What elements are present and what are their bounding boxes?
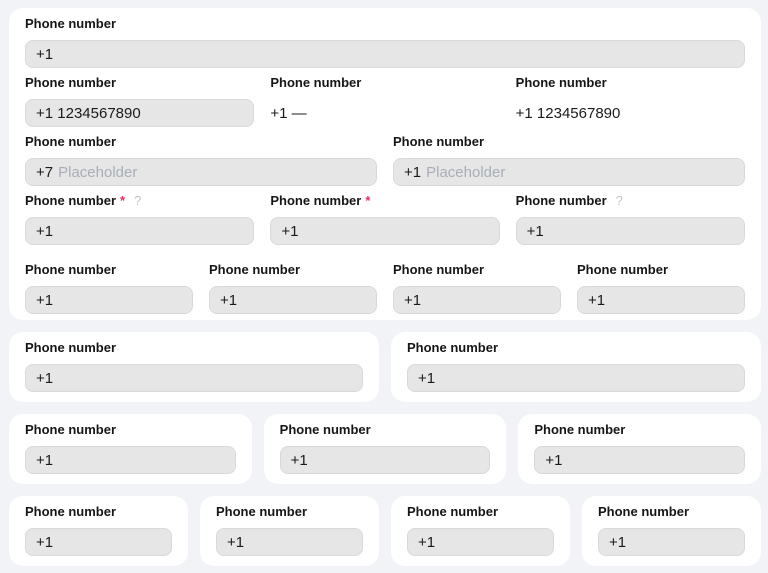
phone-field-label xyxy=(516,75,745,91)
phone-number-input[interactable] xyxy=(407,364,745,392)
phone-field xyxy=(516,193,745,245)
phone-number-input[interactable] xyxy=(534,446,745,474)
phone-field xyxy=(270,75,499,127)
phone-number-input[interactable] xyxy=(407,528,554,556)
phone-input-value: +1 xyxy=(281,222,299,240)
phone-number-input[interactable] xyxy=(216,528,363,556)
phone-input-value: +1 xyxy=(227,533,245,551)
phone-field-label-text: Phone number xyxy=(393,262,485,277)
phone-field xyxy=(25,16,745,68)
phone-field-label xyxy=(393,262,561,278)
phone-card xyxy=(200,496,379,566)
phone-input-value: +1 xyxy=(36,45,54,63)
phone-field xyxy=(25,193,254,245)
phone-fields-card xyxy=(9,8,761,320)
phone-field-label xyxy=(25,193,254,209)
phone-prefix: +7 xyxy=(36,163,54,181)
phone-field-label xyxy=(25,340,363,356)
phone-card xyxy=(9,332,379,402)
phone-number-input[interactable] xyxy=(270,217,499,245)
phone-input-value: +1 xyxy=(418,533,436,551)
phone-field-label-text: Phone number xyxy=(25,75,117,90)
phone-input-value: +1 xyxy=(36,369,54,387)
phone-field xyxy=(393,134,745,186)
phone-field-label-text: Phone number xyxy=(279,422,371,437)
phone-field-label xyxy=(209,262,377,278)
field-row-1 xyxy=(25,16,745,68)
phone-field-label-text: Phone number xyxy=(407,504,499,519)
phone-field xyxy=(25,75,254,127)
phone-field-label xyxy=(25,134,377,150)
phone-field-label xyxy=(407,340,745,356)
phone-input-value: +1 xyxy=(404,291,422,309)
phone-field-label-text: Phone number xyxy=(25,134,117,149)
phone-field xyxy=(216,504,363,556)
phone-field-label xyxy=(25,75,254,91)
phone-input-value: +1 xyxy=(588,291,606,309)
phone-text-value: +1 1234567890 xyxy=(515,104,621,122)
phone-field-label-text: Phone number xyxy=(25,504,117,519)
phone-field-label xyxy=(598,504,745,520)
phone-number-text xyxy=(516,99,745,127)
card-row-two xyxy=(9,332,761,402)
phone-field-label-text: Phone number xyxy=(270,75,362,90)
phone-field-label xyxy=(407,504,554,520)
phone-number-input[interactable] xyxy=(393,286,561,314)
phone-input-placeholder: Placeholder xyxy=(426,163,506,181)
field-row-2 xyxy=(25,75,745,127)
phone-number-input[interactable] xyxy=(516,217,745,245)
phone-card xyxy=(391,332,761,402)
phone-field-label-text: Phone number xyxy=(216,504,308,519)
phone-field-label xyxy=(534,422,745,438)
phone-number-input[interactable] xyxy=(280,446,491,474)
phone-number-input[interactable] xyxy=(25,40,745,68)
phone-input-placeholder: Placeholder xyxy=(58,163,138,181)
phone-number-input[interactable] xyxy=(25,99,254,127)
phone-field xyxy=(280,422,491,474)
phone-input-value: +1 xyxy=(290,451,308,469)
phone-field xyxy=(25,134,377,186)
phone-input-value: +1 xyxy=(609,533,627,551)
phone-field-label-text: Phone number xyxy=(25,340,117,355)
phone-field-label xyxy=(516,193,745,209)
phone-field-label-text: Phone number xyxy=(25,262,117,277)
phone-field-label xyxy=(270,193,499,209)
phone-field xyxy=(393,262,561,314)
phone-field-label-text: Phone number xyxy=(25,193,117,208)
phone-input-value: +1 1234567890 xyxy=(36,104,141,122)
phone-field xyxy=(407,504,554,556)
phone-input-value: +1 xyxy=(36,222,54,240)
phone-card xyxy=(391,496,570,566)
phone-card xyxy=(9,496,188,566)
phone-field-label xyxy=(216,504,363,520)
phone-number-input[interactable] xyxy=(209,286,377,314)
phone-field-label-text: Phone number xyxy=(25,422,117,437)
phone-field-label-text: Phone number xyxy=(598,504,690,519)
phone-field-label xyxy=(25,16,745,32)
phone-field-label-text: Phone number xyxy=(407,340,499,355)
phone-input-value: +1 xyxy=(36,533,54,551)
phone-field-label-text: Phone number xyxy=(577,262,669,277)
phone-field xyxy=(516,75,745,127)
phone-number-text xyxy=(270,99,499,127)
phone-field-label xyxy=(25,422,236,438)
phone-input-value: +1 xyxy=(526,222,544,240)
phone-field-label xyxy=(393,134,745,150)
phone-field xyxy=(577,262,745,314)
phone-field xyxy=(25,340,363,392)
phone-field xyxy=(25,504,172,556)
phone-field xyxy=(25,262,193,314)
phone-number-input[interactable] xyxy=(25,528,172,556)
phone-number-input[interactable] xyxy=(25,446,236,474)
phone-number-input[interactable] xyxy=(393,158,745,186)
phone-card xyxy=(582,496,761,566)
phone-text-value: +1 — xyxy=(270,104,307,122)
phone-card xyxy=(264,414,507,484)
field-row-4 xyxy=(25,193,745,245)
phone-field xyxy=(534,422,745,474)
phone-field xyxy=(270,193,499,245)
phone-prefix: +1 xyxy=(404,163,422,181)
phone-input-value: +1 xyxy=(220,291,238,309)
phone-field-label xyxy=(577,262,745,278)
phone-field-label-text: Phone number xyxy=(534,422,626,437)
phone-field-label xyxy=(280,422,491,438)
phone-field-label-text: Phone number xyxy=(393,134,485,149)
phone-card xyxy=(518,414,761,484)
phone-card xyxy=(9,414,252,484)
phone-number-input[interactable] xyxy=(25,286,193,314)
phone-number-input[interactable] xyxy=(25,217,254,245)
phone-number-input[interactable] xyxy=(598,528,745,556)
phone-field xyxy=(25,422,236,474)
phone-input-value: +1 xyxy=(36,451,54,469)
phone-field-label-text: Phone number xyxy=(270,193,362,208)
phone-field-label xyxy=(270,75,499,91)
card-row-three xyxy=(9,414,761,484)
phone-field-label-text: Phone number xyxy=(515,75,607,90)
phone-field xyxy=(598,504,745,556)
phone-field-label-text: Phone number xyxy=(515,193,607,208)
field-row-3 xyxy=(25,134,745,186)
phone-number-input[interactable] xyxy=(25,364,363,392)
phone-field xyxy=(209,262,377,314)
required-asterisk: * xyxy=(120,193,126,208)
phone-field xyxy=(407,340,745,392)
phone-field-label-text: Phone number xyxy=(209,262,301,277)
phone-field-label xyxy=(25,504,172,520)
card-row-four xyxy=(9,496,761,566)
phone-number-input[interactable] xyxy=(25,158,377,186)
phone-input-value: +1 xyxy=(418,369,436,387)
phone-field-label xyxy=(25,262,193,278)
help-icon[interactable]: ? xyxy=(615,193,623,208)
help-icon[interactable]: ? xyxy=(134,193,142,208)
phone-field-label-text: Phone number xyxy=(25,16,117,31)
phone-input-value: +1 xyxy=(36,291,54,309)
field-row-5 xyxy=(25,262,745,314)
phone-input-value: +1 xyxy=(545,451,563,469)
phone-number-input[interactable] xyxy=(577,286,745,314)
required-asterisk: * xyxy=(365,193,371,208)
